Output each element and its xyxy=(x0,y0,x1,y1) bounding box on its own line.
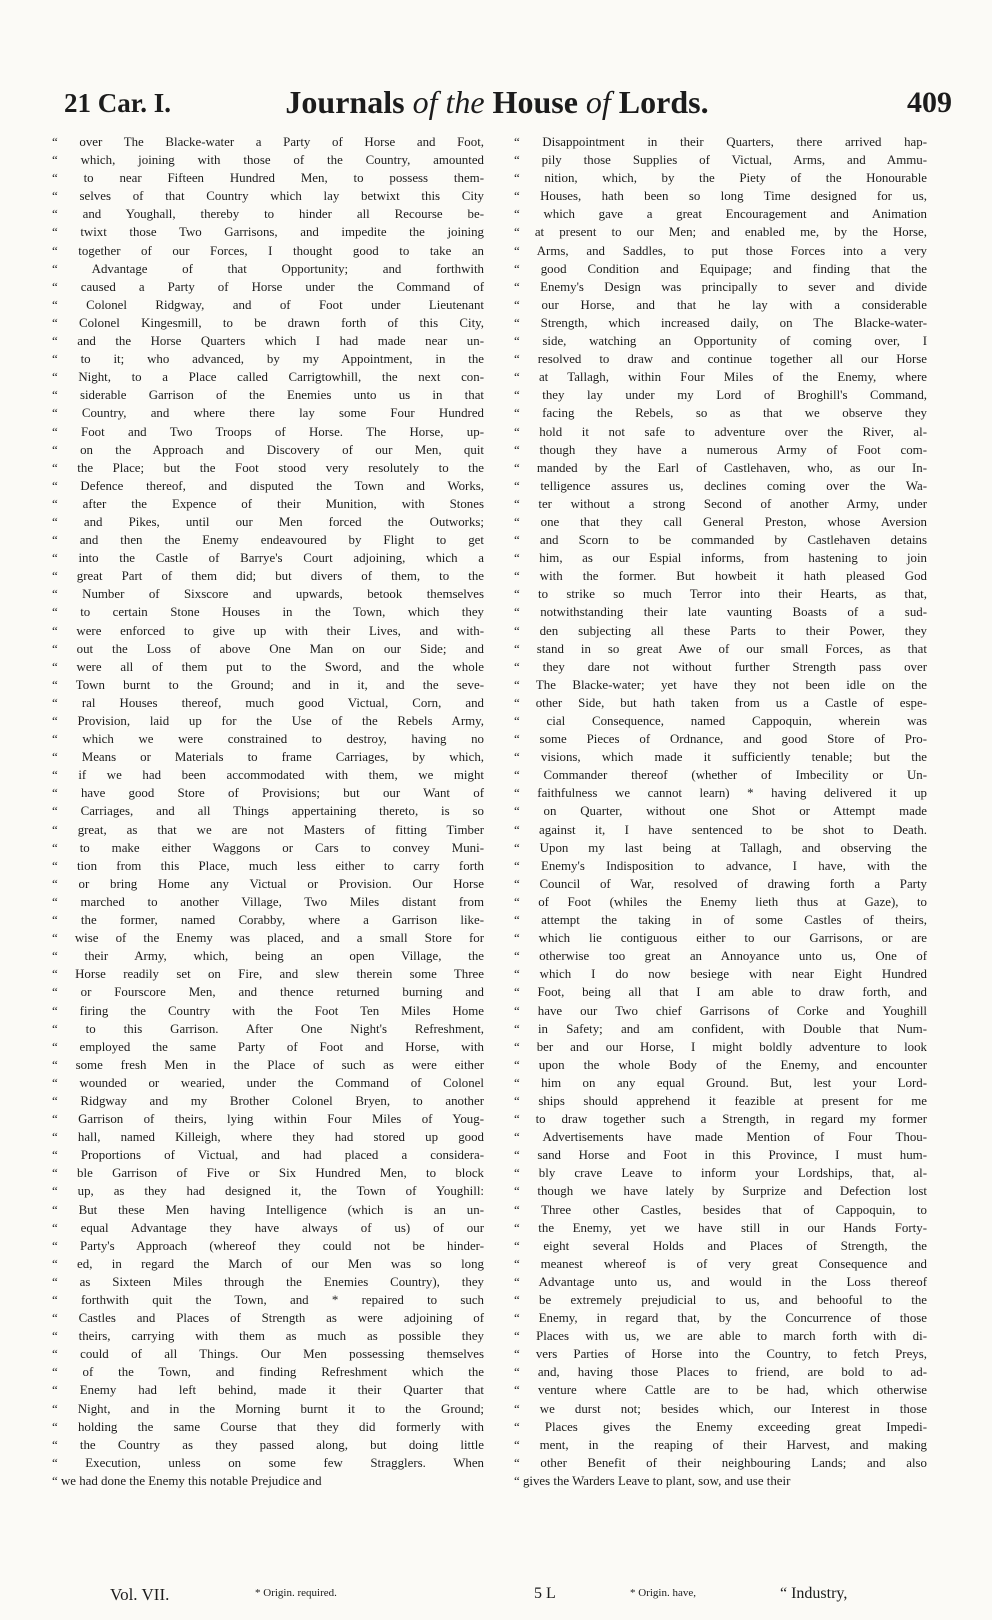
text-line: “ or bring Home any Victual or Provision. Our Horse xyxy=(52,876,484,891)
running-title: Journals of the House of Lords. xyxy=(285,84,709,120)
text-line: “ up, as they had designed it, the Town of Youghill: xyxy=(52,1184,484,1199)
text-line: “ Horse readily set on Fire, and slew therein some Three xyxy=(52,967,484,982)
text-line: “ over The Blacke-water a Party of Horse and Foot, xyxy=(52,135,484,149)
text-line: “ to certain Stone Houses in the Town, which they xyxy=(52,605,484,620)
text-line: “ which I do now besiege with near Eight Hundred xyxy=(514,967,927,982)
text-line: “ wise of the Enemy was placed, and a small Store for xyxy=(52,931,484,946)
text-line: “ resolved to draw and continue together all our Horse xyxy=(514,352,927,367)
text-line: “ otherwise too great an Annoyance unto us, One of xyxy=(514,949,927,964)
text-line: “ and Pikes, until our Men forced the Outworks; xyxy=(52,514,484,529)
text-line: “ Upon my last being at Tallagh, and observing the xyxy=(514,840,927,855)
signature-mark: 5 L xyxy=(534,1585,556,1602)
text-line: “ other Benefit of their neighbouring Lands; and also xyxy=(514,1455,927,1470)
text-line: “ against it, I have sentenced to be shot to Death. xyxy=(514,822,927,837)
left-column-text xyxy=(52,133,484,1490)
text-line: “ to this Garrison. After One Night's Refreshment, xyxy=(52,1021,484,1036)
text-line: “ Night, to a Place called Carrigtowhill, the next con- xyxy=(52,370,484,385)
text-line: “ to strike so much Terror into their Hearts, as that, xyxy=(514,587,927,602)
text-line: “ Strength, which increased daily, on The Blacke-water- xyxy=(514,315,927,330)
text-line: “ ter without a strong Second of another Army, under xyxy=(514,496,927,511)
text-line: “ twixt those Two Garrisons, and impedite the joining xyxy=(52,225,484,240)
text-line: “ bly crave Leave to inform your Lordships, that, al- xyxy=(514,1166,927,1181)
text-line: “ Enemy, in regard that, by the Concurrence of those xyxy=(514,1311,927,1326)
text-line: “ which gave a great Encouragement and Animation xyxy=(514,207,927,222)
volume-label: Vol. VII. xyxy=(110,1585,170,1604)
text-line: “ Houses, hath been so long Time designed for us, xyxy=(514,189,927,204)
text-line: “ Night, and in the Morning burnt it to the Ground; xyxy=(52,1401,484,1416)
text-line: “ hold it not safe to adventure over the River, al- xyxy=(514,424,927,439)
text-line: “ of the Town, and finding Refreshment which the xyxy=(52,1365,484,1380)
text-line: “ side, watching an Opportunity of coming over, I xyxy=(514,334,927,349)
text-line: “ Enemy's Indisposition to advance, I have, with the xyxy=(514,858,927,873)
text-line: “ to it; who advanced, by my Appointment, in the xyxy=(52,352,484,367)
text-line: “ they lay under my Lord of Broghill's Command, xyxy=(514,388,927,403)
text-line: “ we durst not; besides which, our Interest in those xyxy=(514,1401,927,1416)
text-line: “ But these Men having Intelligence (which is an un- xyxy=(52,1202,484,1217)
text-line: “ though we have lately by Surprize and Defection lost xyxy=(514,1184,927,1199)
text-line: “ him on any equal Ground. But, lest your Lord- xyxy=(514,1075,927,1090)
text-line: “ upon the whole Body of the Enemy, and encounter xyxy=(514,1057,927,1072)
text-line: “ great, as that we are not Masters of fitting Timber xyxy=(52,822,484,837)
text-line: “ ble Garrison of Five or Six Hundred Men, to block xyxy=(52,1166,484,1181)
regnal-year: 21 Car. I. xyxy=(64,88,172,118)
text-line: “ vers Parties of Horse into the Country, to fetch Preys, xyxy=(514,1347,927,1362)
text-line: “ selves of that Country which lay betwixt this City xyxy=(52,189,484,204)
text-line: “ wounded or wearied, under the Command of Colonel xyxy=(52,1075,484,1090)
text-line: “ faithfulness we cannot learn) * having delivered it up xyxy=(514,786,927,801)
text-line: “ have our Two chief Garrisons of Corke and Youghill xyxy=(514,1003,927,1018)
text-line: “ and then the Enemy endeavoured by Flight to get xyxy=(52,533,484,548)
text-line: “ we had done the Enemy this notable Prejudice and xyxy=(52,1473,322,1488)
text-line: “ venture where Cattle are to be had, which otherwise xyxy=(514,1383,927,1398)
text-line: “ the Place; but the Foot stood very resolutely to the xyxy=(52,460,484,475)
text-line: “ pily those Supplies of Victual, Arms, and Ammu- xyxy=(514,153,927,168)
text-line: “ hall, named Killeigh, where they had stored up good xyxy=(52,1130,484,1145)
text-line: “ were all of them put to the Sword, and the whole xyxy=(52,659,484,674)
text-line: “ Carriages, and all Things appertaining thereto, is so xyxy=(52,804,484,819)
text-line: “ ber and our Horse, I might boldly adventure to look xyxy=(514,1039,927,1054)
text-line: “ telligence assures us, declines coming over the Wa- xyxy=(514,478,927,493)
text-line: “ tion from this Place, much less either to carry forth xyxy=(52,858,484,873)
text-line: “ which we were constrained to destroy, having no xyxy=(52,732,484,747)
text-line: “ could of all Things. Our Men possessing themselves xyxy=(52,1347,484,1362)
text-line: “ Country, and where there lay some Four Hundred xyxy=(52,406,484,421)
text-line: “ have good Store of Provisions; but our Want of xyxy=(52,786,484,801)
text-line: “ Means or Materials to frame Carriages, by which, xyxy=(52,750,484,765)
text-line: “ marched to another Village, Two Miles distant from xyxy=(52,894,484,909)
text-line: “ stand in so great Awe of our small Forces, as that xyxy=(514,641,927,656)
text-line: “ which, joining with those of the Country, amounted xyxy=(52,153,484,168)
text-line: “ den subjecting all these Parts to their Power, they xyxy=(514,623,927,638)
text-line: “ ed, in regard the March of our Men was so long xyxy=(52,1256,484,1271)
text-line: “ Defence thereof, and disputed the Town and Works, xyxy=(52,478,484,493)
text-line: “ and, having those Places to friend, are bold to ad- xyxy=(514,1365,927,1380)
text-line: “ theirs, carrying with them as much as possible they xyxy=(52,1329,484,1344)
right-column-text xyxy=(514,133,927,1490)
catchword: “ Industry, xyxy=(780,1585,848,1602)
text-line: “ Places gives the Enemy exceeding great Impedi- xyxy=(514,1419,927,1434)
text-line: “ Colonel Ridgway, and of Foot under Lieutenant xyxy=(52,297,484,312)
text-line: “ ment, in the reaping of their Harvest, and making xyxy=(514,1437,927,1452)
text-line: “ firing the Country with the Foot Ten Miles Home xyxy=(52,1003,484,1018)
text-line: “ Council of War, resolved of drawing forth a Party xyxy=(514,876,927,891)
text-line: “ him, as our Espial informs, from hastening to join xyxy=(514,551,927,566)
text-line: “ to draw together such a Strength, in regard my former xyxy=(514,1112,927,1127)
text-line: “ cial Consequence, named Cappoquin, wherein was xyxy=(514,714,927,728)
text-line: “ Advantage unto us, and would in the Loss thereof xyxy=(514,1274,927,1289)
text-line: “ Arms, and Saddles, to put those Forces into a very xyxy=(514,243,927,258)
text-line: “ and Scorn to be commanded by Castlehaven detains xyxy=(514,533,927,548)
text-line: “ sand Horse and Foot in this Province, I must hum- xyxy=(514,1148,927,1163)
text-line: “ ships should apprehend it feazible at present for me xyxy=(514,1093,927,1108)
text-line: “ on Quarter, without one Shot or Attempt made xyxy=(514,804,927,819)
text-line: “ with the former. But howbeit it hath pleased God xyxy=(514,569,927,584)
text-line: “ Advantage of that Opportunity; and forthwith xyxy=(52,261,484,276)
text-line: “ into the Castle of Barrye's Court adjoining, which a xyxy=(52,551,484,566)
text-line: “ manded by the Earl of Castlehaven, who, as our In- xyxy=(514,460,927,475)
text-line: “ Three other Castles, besides that of Cappoquin, to xyxy=(514,1202,927,1217)
text-line: “ to make either Waggons or Cars to convey Muni- xyxy=(52,840,484,855)
text-line: “ their Army, which, being an open Village, the xyxy=(52,949,484,964)
footnote-right: * Origin. have, xyxy=(630,1587,696,1599)
text-line: “ our Horse, and that he lay with a considerable xyxy=(514,297,927,312)
text-line: “ though they have a numerous Army of Foot com- xyxy=(514,442,927,457)
text-line: “ Castles and Places of Strength as were adjoining of xyxy=(52,1311,484,1326)
text-line: “ Enemy's Design was principally to sever and divide xyxy=(514,279,927,294)
text-line: “ Foot, being all that I am able to draw forth, and xyxy=(514,985,927,1000)
text-line: “ at present to our Men; and enabled me, by the Horse, xyxy=(514,225,927,240)
text-line: “ together of our Forces, I thought good to take an xyxy=(52,243,484,258)
text-line: “ or Fourscore Men, and thence returned burning and xyxy=(52,985,484,1000)
text-line: “ be extremely prejudicial to us, and behooful to the xyxy=(514,1293,927,1307)
text-line: “ Proportions of Victual, and had placed a considera- xyxy=(52,1148,484,1163)
text-line: “ Party's Approach (whereof they could not be hinder- xyxy=(52,1238,484,1253)
text-line: “ Foot and Two Troops of Horse. The Horse, up- xyxy=(52,424,484,439)
text-line: “ after the Expence of their Munition, with Stones xyxy=(52,496,484,511)
text-line: “ equal Advantage they have always of us) of our xyxy=(52,1220,484,1235)
text-line: “ Enemy had left behind, made it their Quarter that xyxy=(52,1383,484,1398)
text-line: “ as Sixteen Miles through the Enemies Country), they xyxy=(52,1274,484,1289)
text-line: “ on the Approach and Discovery of our Men, quit xyxy=(52,442,484,457)
text-line: “ facing the Rebels, so as that we observe they xyxy=(514,406,927,421)
text-line: “ to near Fifteen Hundred Men, to possess them- xyxy=(52,171,484,186)
text-line: “ nition, which, by the Piety of the Honourable xyxy=(514,171,927,186)
text-line: “ forthwith quit the Town, and * repaired to such xyxy=(52,1293,484,1307)
text-line: “ some fresh Men in the Place of such as were either xyxy=(52,1057,484,1072)
text-line: “ visions, which made it sufficiently tenable; but the xyxy=(514,750,927,765)
text-line: “ The Blacke-water; yet have they not been idle on the xyxy=(514,677,927,692)
text-line: “ Disappointment in their Quarters, there arrived hap- xyxy=(514,135,927,149)
text-line: “ eight several Holds and Places of Strength, the xyxy=(514,1238,927,1253)
text-line: “ and Youghall, thereby to hinder all Recourse be- xyxy=(52,207,484,222)
text-line: “ which lie contiguous either to our Garrisons, or are xyxy=(514,931,927,946)
text-line: “ Garrison of theirs, lying within Four Miles of Youg- xyxy=(52,1112,484,1127)
text-line: “ good Condition and Equipage; and finding that the xyxy=(514,261,927,276)
text-line: “ Number of Sixscore and upwards, betook themselves xyxy=(52,587,484,602)
text-line: “ some Pieces of Ordnance, and good Store of Pro- xyxy=(514,732,927,747)
text-line: “ of Foot (whiles the Enemy lieth thus at Gaze), to xyxy=(514,894,927,909)
text-line: “ Ridgway and my Brother Colonel Bryen, to another xyxy=(52,1093,484,1108)
text-line: “ the former, named Corabby, where a Garrison like- xyxy=(52,913,484,928)
text-line: “ at Tallagh, within Four Miles of the Enemy, where xyxy=(514,370,927,385)
text-line: “ if we had been accommodated with them, we might xyxy=(52,768,484,783)
text-line: “ great Part of them did; but divers of them, to the xyxy=(52,569,484,584)
text-line: “ Execution, unless on some few Stragglers. When xyxy=(52,1455,484,1470)
text-line: “ siderable Garrison of the Enemies unto us in that xyxy=(52,388,484,403)
text-line: “ the Enemy, yet we have still in our Hands Forty- xyxy=(514,1220,927,1235)
text-line: “ ral Houses thereof, much good Victual, Corn, and xyxy=(52,695,484,710)
page-header xyxy=(30,84,964,128)
text-line: “ Provision, laid up for the Use of the Rebels Army, xyxy=(52,714,484,728)
footnote-left: * Origin. required. xyxy=(255,1587,337,1599)
text-line: “ Commander thereof (whether of Imbecility or Un- xyxy=(514,768,927,783)
text-line: “ employed the same Party of Foot and Horse, with xyxy=(52,1039,484,1054)
text-line: “ attempt the taking in of some Castles of theirs, xyxy=(514,913,927,928)
text-line: “ they dare not without further Strength pass over xyxy=(514,659,927,674)
text-line: “ Advertisements have made Mention of Four Thou- xyxy=(514,1130,927,1145)
text-line: “ holding the same Course that they did formerly with xyxy=(52,1419,484,1434)
text-line: “ Town burnt to the Ground; and in it, and the seve- xyxy=(52,677,484,692)
text-line: “ were enforced to give up with their Lives, and with- xyxy=(52,623,484,638)
text-line: “ and the Horse Quarters which I had made near un- xyxy=(52,334,484,349)
text-line: “ one that they call General Preston, whose Aversion xyxy=(514,514,927,529)
text-line: “ gives the Warders Leave to plant, sow, and use their xyxy=(514,1473,791,1488)
text-line: “ caused a Party of Horse under the Command of xyxy=(52,279,484,294)
text-line: “ meanest whereof is of very great Consequence and xyxy=(514,1256,927,1271)
text-line: “ in Safety; and am confident, with Double that Num- xyxy=(514,1021,927,1036)
text-line: “ Places with us, we are able to march forth with di- xyxy=(514,1329,927,1344)
text-line: “ Colonel Kingesmill, to be drawn forth of this City, xyxy=(52,315,484,330)
text-line: “ other Side, but hath taken from us a Castle of espe- xyxy=(514,695,927,710)
page-number: 409 xyxy=(907,86,952,119)
text-line: “ out the Loss of above One Man on our Side; and xyxy=(52,641,484,656)
text-line: “ the Country as they passed along, but doing little xyxy=(52,1437,484,1452)
text-line: “ notwithstanding their late vaunting Boasts of a sud- xyxy=(514,605,927,620)
